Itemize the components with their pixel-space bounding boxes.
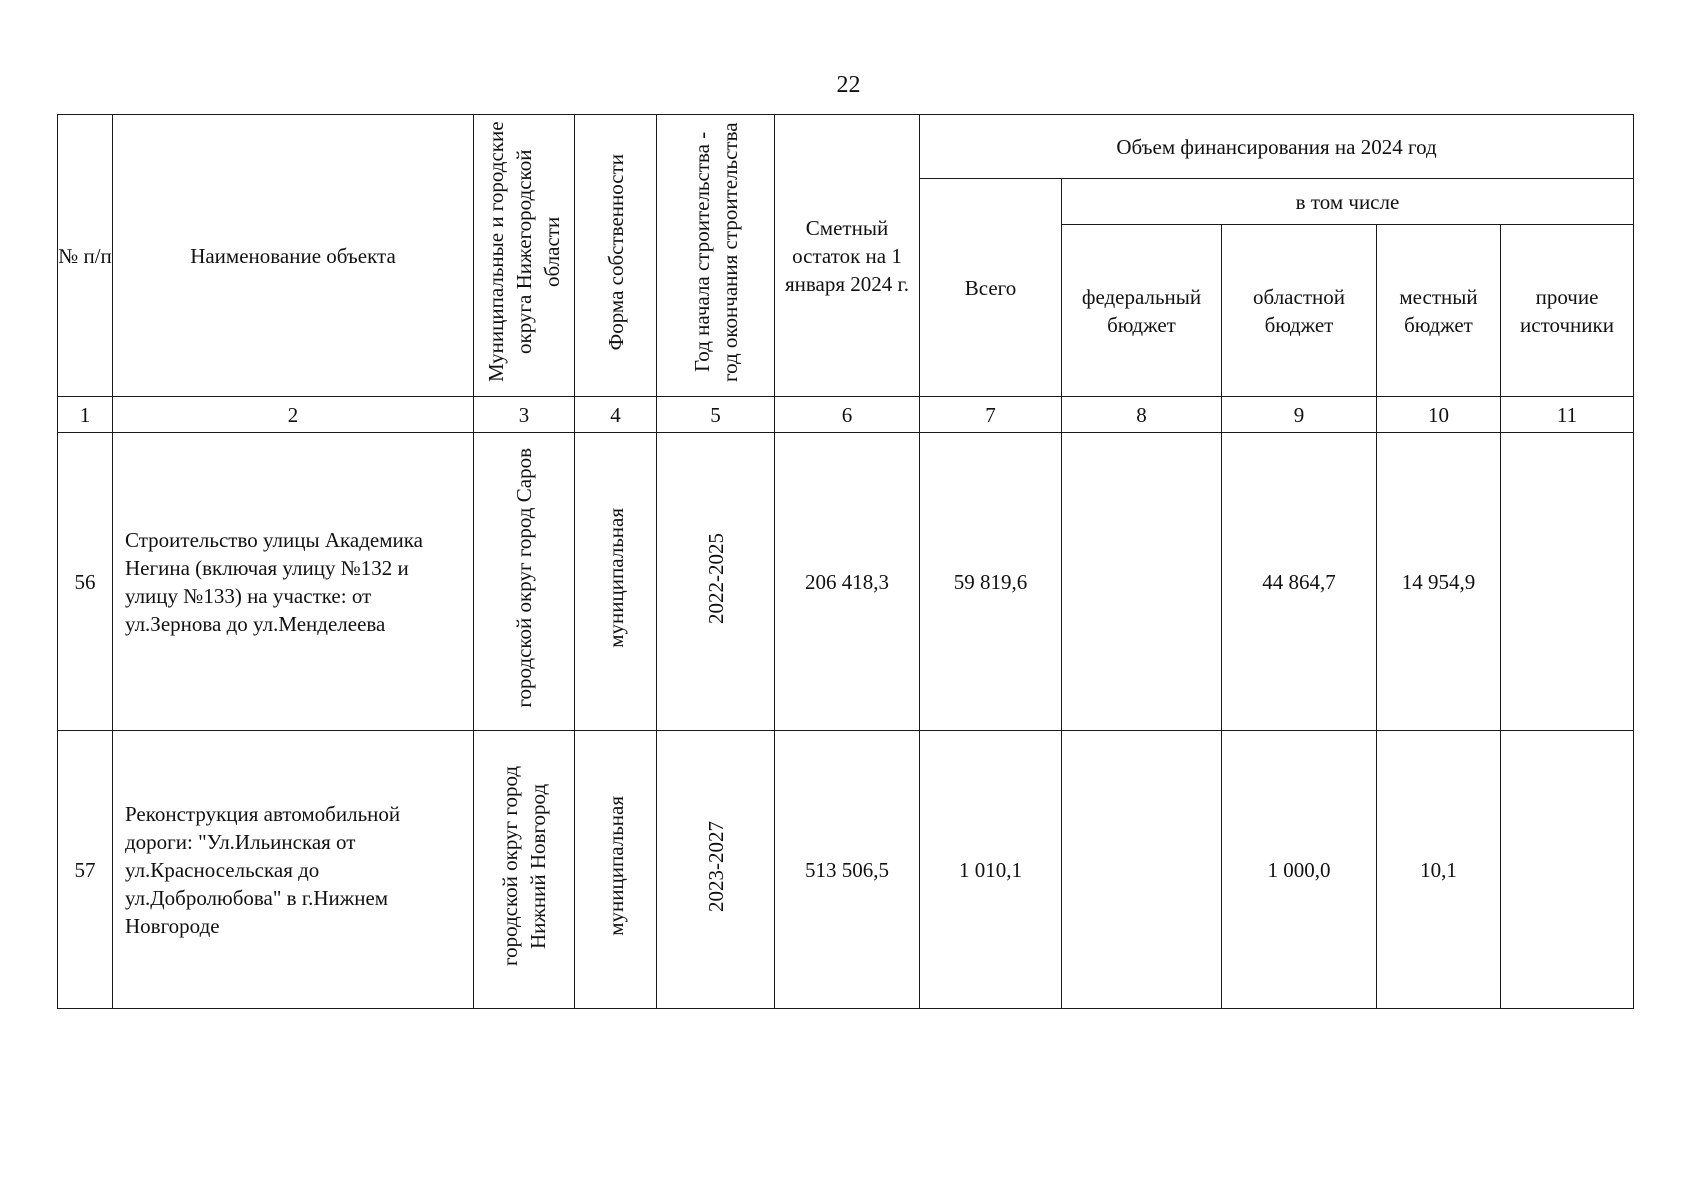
table-row [58, 731, 1634, 1009]
row-municipality-label: городской округ город Саров [512, 448, 536, 708]
header-funding-group: Объем финансирования на 2024 год [920, 115, 1634, 179]
column-number: 5 [657, 397, 775, 433]
table-body [58, 433, 1634, 1009]
row-local: 10,1 [1377, 731, 1501, 1009]
row-ownership-label: муниципальная [603, 796, 628, 936]
row-years [657, 433, 775, 731]
header-federal: федеральный бюджет [1062, 225, 1222, 397]
header-total: Всего [920, 179, 1062, 397]
column-number: 9 [1222, 397, 1377, 433]
column-number: 1 [58, 397, 113, 433]
page-number: 22 [836, 72, 861, 98]
row-municipality-label: городской округ город Нижний Новгород [498, 765, 550, 967]
header-balance: Сметный остаток на 1 января 2024 г. [775, 115, 920, 397]
row-other [1501, 433, 1634, 731]
row-regional: 1 000,0 [1222, 731, 1377, 1009]
column-number: 8 [1062, 397, 1222, 433]
header-years-label: Год начала строительства - год окончания строительства [689, 122, 742, 382]
table-row [58, 433, 1634, 731]
header-municipality [474, 115, 575, 397]
column-number: 11 [1501, 397, 1634, 433]
header-years [657, 115, 775, 397]
column-number: 10 [1377, 397, 1501, 433]
row-ownership [575, 433, 657, 731]
row-federal [1062, 433, 1222, 731]
row-local: 14 954,9 [1377, 433, 1501, 731]
row-total: 1 010,1 [920, 731, 1062, 1009]
row-balance: 513 506,5 [775, 731, 920, 1009]
header-including: в том числе [1062, 179, 1634, 225]
financing-table [57, 114, 1634, 1009]
row-municipality [474, 731, 575, 1009]
header-name: Наименование объекта [113, 115, 474, 397]
row-years-label: 2022-2025 [703, 532, 728, 624]
row-name: Реконструкция автомобильной дороги: "Ул.Ильинская от ул.Красносельская до ул.Добролюбова" в г.Нижнем Новгороде [113, 731, 474, 1009]
header-num: № п/п [58, 115, 113, 397]
header-local: местный бюджет [1377, 225, 1501, 397]
header-ownership [575, 115, 657, 397]
row-total: 59 819,6 [920, 433, 1062, 731]
row-municipality [474, 433, 575, 731]
column-number: 6 [775, 397, 920, 433]
row-years [657, 731, 775, 1009]
header-municipality-label: Муниципальные и городские округа Нижегородской области [484, 121, 564, 383]
row-ownership-label: муниципальная [603, 508, 628, 648]
column-number: 4 [575, 397, 657, 433]
row-federal [1062, 731, 1222, 1009]
column-number: 3 [474, 397, 575, 433]
row-other [1501, 731, 1634, 1009]
header-other: прочие источники [1501, 225, 1634, 397]
column-number: 7 [920, 397, 1062, 433]
header-ownership-label: Форма собственности [603, 153, 628, 351]
column-number: 2 [113, 397, 474, 433]
row-num: 56 [58, 433, 113, 731]
row-name: Строительство улицы Академика Негина (включая улицу №132 и улицу №133) на участке: от ул.Зернова до ул.Менделеева [113, 433, 474, 731]
row-regional: 44 864,7 [1222, 433, 1377, 731]
row-balance: 206 418,3 [775, 433, 920, 731]
column-number-row [58, 397, 1634, 433]
row-ownership [575, 731, 657, 1009]
row-num: 57 [58, 731, 113, 1009]
table-header [58, 115, 1634, 433]
row-years-label: 2023-2027 [703, 820, 728, 912]
header-regional: областной бюджет [1222, 225, 1377, 397]
